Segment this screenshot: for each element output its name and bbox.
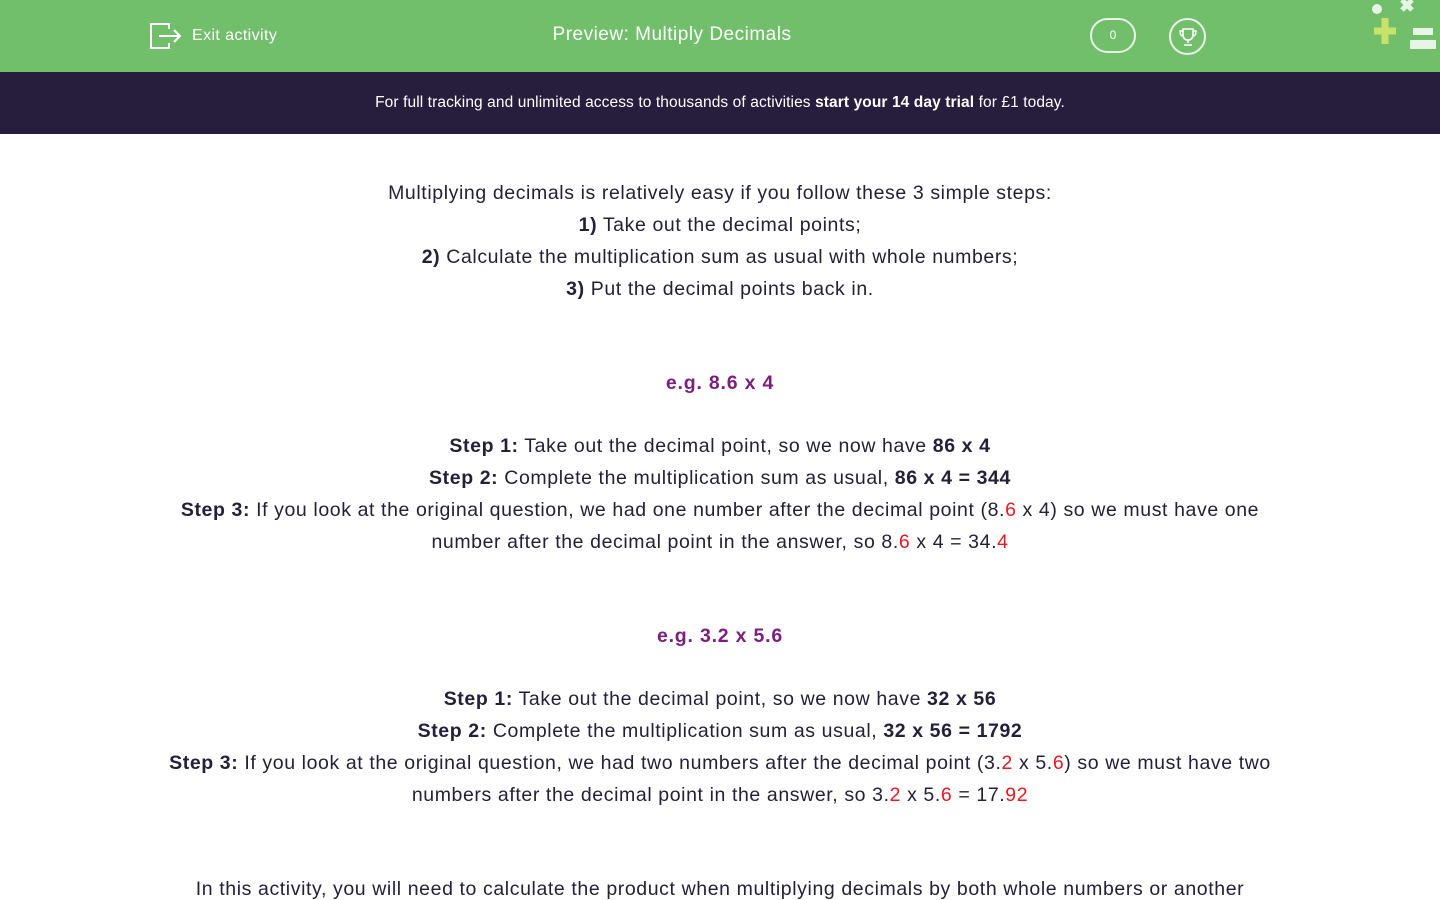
intro-step-2: 2) Calculate the multiplication sum as usual with whole numbers; bbox=[421, 246, 1019, 268]
example-1-step-2: Step 2: Complete the multiplication sum as usual, 86 x 4 = 344 bbox=[429, 467, 1011, 489]
trophy-icon bbox=[1177, 26, 1199, 48]
example-1-step-1: Step 1: Take out the decimal point, so we now have 86 x 4 bbox=[449, 435, 991, 457]
example-1-step-3: Step 3: If you look at the original question, we had one number after the decimal point (8.6 x 4) so we must have one number after the decimal point in the answer, so 8.6 x 4 = 34.4 bbox=[180, 499, 1260, 553]
trial-link[interactable]: start your 14 day trial bbox=[815, 94, 975, 111]
trophy-button[interactable] bbox=[1169, 18, 1206, 55]
top-bar bbox=[0, 0, 1440, 72]
intro-step-3: 3) Put the decimal points back in. bbox=[566, 278, 874, 300]
trial-banner bbox=[0, 72, 1440, 134]
edplace-logo-icon bbox=[1366, 0, 1440, 60]
example-2-step-2: Step 2: Complete the multiplication sum as usual, 32 x 56 = 1792 bbox=[417, 720, 1023, 742]
example-2-step-3: Step 3: If you look at the original question, we had two numbers after the decimal point (3.2 x 5.6) so we must have two numbers after the decimal point in the answer, so 3.2 x 5.6 = 17.92 bbox=[169, 752, 1271, 806]
activity-instructions: In this activity, you will need to calculate the product when multiplying decimals by both whole numbers or another bbox=[195, 878, 1245, 900]
example-1-heading: e.g. 8.6 x 4 bbox=[665, 372, 775, 394]
banner-suffix: for £1 today. bbox=[974, 94, 1065, 111]
example-2-step-1: Step 1: Take out the decimal point, so we now have 32 x 56 bbox=[443, 688, 997, 710]
exit-activity-label: Exit activity bbox=[192, 27, 278, 44]
score-badge: 0 bbox=[1090, 18, 1136, 53]
page-title: Preview: Multiply Decimals bbox=[552, 24, 792, 45]
intro-text: Multiplying decimals is relatively easy if you follow these 3 simple steps: bbox=[388, 182, 1052, 204]
example-2-heading: e.g. 3.2 x 5.6 bbox=[656, 625, 784, 647]
lesson-content bbox=[150, 177, 1290, 900]
banner-prefix: For full tracking and unlimited access to thousands of activities bbox=[375, 94, 816, 111]
intro-step-1: 1) Take out the decimal points; bbox=[578, 214, 862, 236]
